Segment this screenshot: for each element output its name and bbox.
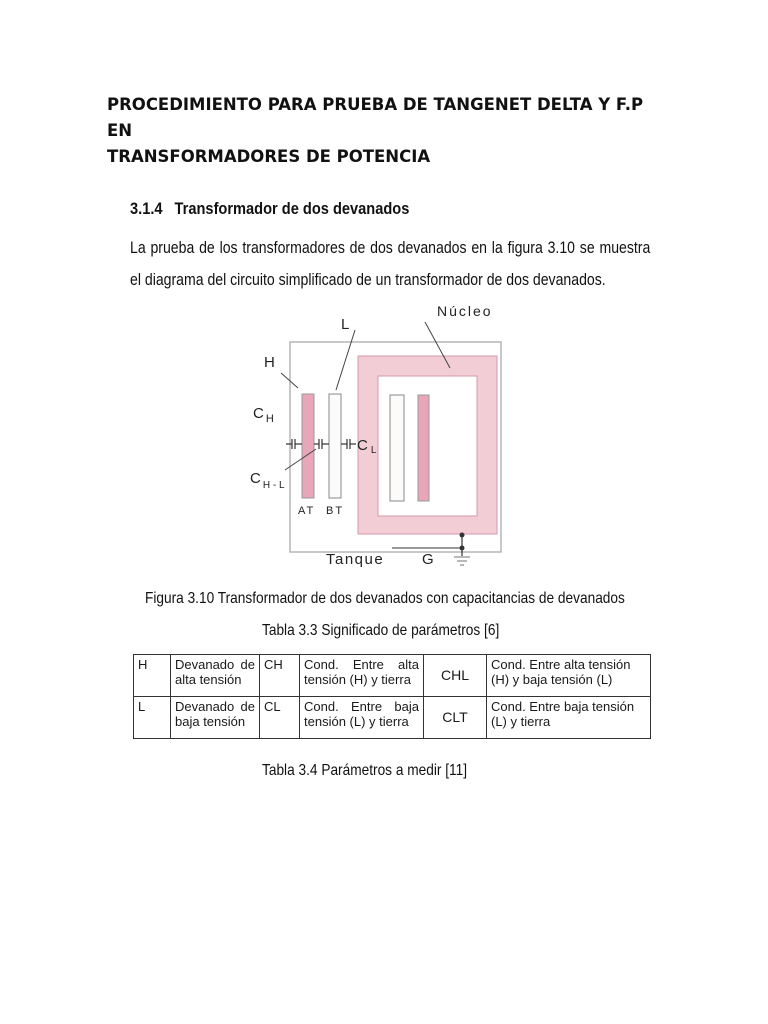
table-row: [134, 655, 651, 697]
lv-winding-bt: [329, 394, 341, 498]
page-title-line-1: PROCEDIMIENTO PARA PRUEBA DE TANGENET DELTA Y F.P EN: [107, 95, 644, 140]
figure-caption: Figura 3.10 Transformador de dos devanados con capacitancias de devanados: [145, 590, 625, 607]
section-number: 3.1.4: [130, 199, 163, 218]
row-description: Devanado de baja tensión: [171, 697, 260, 739]
row-capacitance-description: Cond. Entre alta tensión (H) y tierra: [300, 655, 424, 697]
tanque-label: Tanque: [326, 551, 385, 568]
row-capacitance-2-description: Cond. Entre alta tensión (H) y baja tensión (L): [487, 655, 651, 697]
row-capacitance-2: CHL: [424, 655, 487, 697]
row-capacitance-2-description: Cond. Entre baja tensión (L) y tierra: [487, 697, 651, 739]
ground-icon: [454, 557, 470, 565]
table-3-4-caption: Tabla 3.4 Parámetros a medir [11]: [262, 762, 468, 779]
capacitor-cl: [341, 439, 356, 449]
bt-label: BT: [326, 505, 345, 517]
row-description: Devanado de alta tensión: [171, 655, 260, 697]
row-capacitance-description: Cond. Entre baja tensión (L) y tierra: [300, 697, 424, 739]
capacitor-chl: [314, 439, 329, 449]
inner-hv-winding: [418, 395, 429, 501]
row-capacitance-2: CLT: [424, 697, 487, 739]
row-symbol: H: [134, 655, 171, 697]
ground-junction: [460, 546, 465, 551]
page-title-line-2: TRANSFORMADORES DE POTENCIA: [107, 147, 431, 166]
nucleo-label: Núcleo: [437, 303, 493, 319]
at-label: AT: [298, 505, 316, 517]
cl-label: C $_L$: [357, 437, 377, 456]
hv-winding-at: [302, 394, 314, 498]
capacitor-ch: [286, 439, 302, 449]
body-paragraph: La prueba de los transformadores de dos devanados en la figura 3.10 se muestra el diagrama del circuito simplificado de un transformador de dos devanados.: [130, 239, 651, 289]
g-label: G: [422, 551, 434, 568]
row-symbol: L: [134, 697, 171, 739]
h-label: H: [264, 354, 275, 371]
row-capacitance: CL: [260, 697, 300, 739]
table-row: [134, 697, 651, 739]
table-3-3-caption: Tabla 3.3 Significado de parámetros [6]: [262, 622, 500, 639]
l-leader: [336, 330, 355, 390]
row-capacitance: CH: [260, 655, 300, 697]
l-label: L: [341, 316, 350, 333]
section-title: Transformador de dos devanados: [174, 199, 410, 218]
parameters-table: [133, 654, 651, 739]
ch-label: C $_H$: [253, 405, 274, 425]
inner-lv-winding: [390, 395, 404, 501]
chl-label: C $_{H - L}$: [250, 470, 285, 491]
